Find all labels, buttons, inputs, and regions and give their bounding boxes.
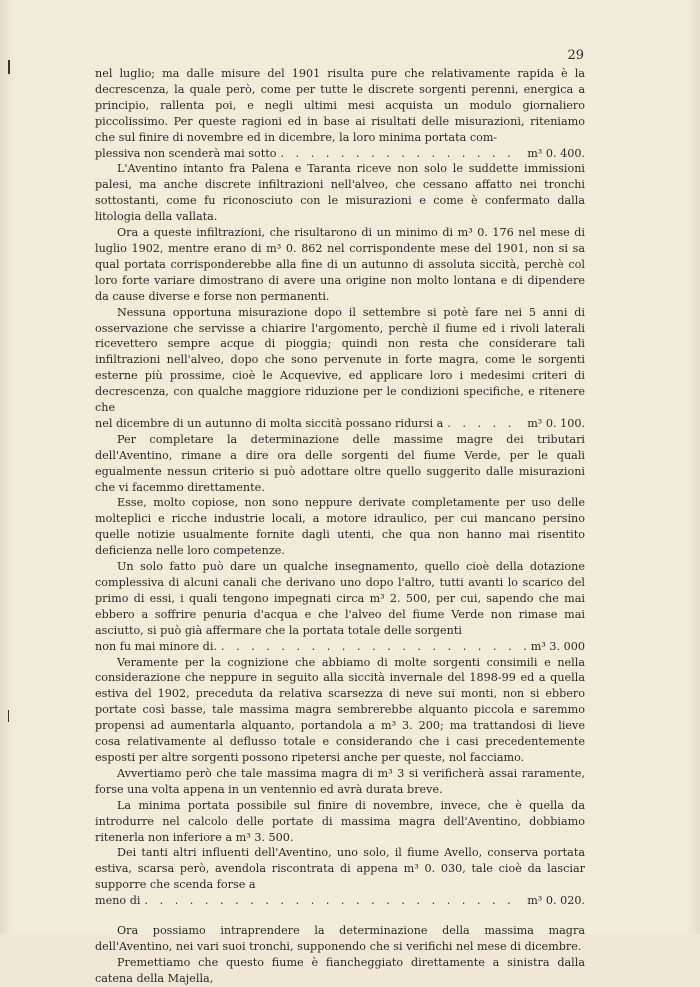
margin-mark bbox=[8, 60, 10, 74]
paragraph bbox=[95, 305, 585, 416]
paragraph: Per completare la determinazione delle massime magre dei tributari dell'Aventino, rimane a dire ora delle sorgenti del fiume Verde, per le quali egualmente nessun criterio si può adottare oltre quello suggerito dalle misurazioni che vi facemmo direttamente. bbox=[95, 432, 585, 494]
paragraph: Esse, molto copiose, non sono neppure derivate completamente per uso delle molteplici e ricche industrie locali, a motore idraulico, per cui mancano persino quelle notizie usualmente fornite dagli utenti, che qua non hanno mai risentito deficienza nelle loro competenze. bbox=[95, 496, 585, 558]
dot-leader bbox=[221, 639, 527, 655]
page-number: 29 bbox=[567, 48, 584, 63]
paragraph: La minima portata possibile sul finire di novembre, invece, che è quella da introdurre nel calcolo delle portate di massima magra dell'Aventino, dobbiamo ritenerla non inferiore a m³ 3. 500. bbox=[95, 798, 585, 844]
body-text bbox=[95, 66, 585, 987]
paragraph bbox=[95, 845, 585, 893]
paragraph: Ora a queste infiltrazioni, che risultarono di un minimo di m³ 0. 176 nel mese di luglio 1902, mentre erano di m³ 0. 862 nel corrispondente mese del 1901, non si sa qual portata corrisponderebbe alla fine di un autunno di assoluta siccità, perchè col loro forte variare dimostrano di avere una origine non molto lontana e di dipendere da cause diverse e forse non permanenti. bbox=[95, 226, 585, 303]
flow-value: m³ 3. 000 bbox=[530, 639, 585, 653]
leader-line bbox=[95, 893, 585, 909]
leader-line bbox=[95, 416, 585, 432]
paragraph: Premettiamo che questo fiume è fiancheggiato direttamente a sinistra dalla catena della Majella, bbox=[95, 955, 585, 985]
paragraph: Veramente per la cognizione che abbiamo di molte sorgenti consimili e nella considerazione che neppure in seguito alla siccità invernale del 1898-99 ed a quella estiva del 1902, preceduta da relativa scarsezza di neve sui monti, non si ebbero portate così basse, tale massima magra sembrerebbe alquanto piccola e saremmo propensi ad aumentarla alquanto, portandola a m³ 3. 200; ma trattandosi di lieve cosa relativamente al deflusso totale e considerando che i casi precedentemente esposti per altre sorgenti possono ripetersi anche per queste, nol facciamo. bbox=[95, 655, 585, 764]
dot-leader bbox=[447, 416, 523, 432]
dot-leader bbox=[144, 893, 523, 909]
paragraph bbox=[95, 559, 585, 639]
flow-value: m³ 0. 400. bbox=[527, 146, 585, 160]
paragraph-text: Nessuna opportuna misurazione dopo il settembre si potè fare nei 5 anni di osservazione che servisse a chiarire l'argomento, perchè il fiume ed i rivoli laterali ricevettero sempre acque di pioggia; quindi non resta che considerare tali infiltrazioni nell'alveo, dopo che sono pervenute in forte magra, come le sorgenti esterne più prossime, cioè le Acquevive, ed applicare loro i medesimi criteri di decrescenza, con qualche maggiore riduzione per le condizioni specifiche, e ritenere che bbox=[95, 305, 585, 415]
dot-leader bbox=[280, 146, 523, 162]
leader-text: plessiva non scenderà mai sotto bbox=[95, 146, 277, 160]
paragraph-text: Dei tanti altri influenti dell'Aventino, uno solo, il fiume Avello, conserva portata estiva, scarsa però, avendola riscontrata di appena m³ 0. 030, tale cioè da lasciar supporre che scenda forse a bbox=[95, 846, 585, 892]
margin-mark bbox=[8, 710, 9, 722]
paragraph: Ora possiamo intraprendere la determinazione della massima magra dell'Aventino, nei vari suoi tronchi, supponendo che si verifichi nel mese di dicembre. bbox=[95, 924, 585, 953]
leader-text: non fu mai minore di. bbox=[95, 639, 217, 653]
leader-text: meno di bbox=[95, 894, 141, 908]
leader-text: nel dicembre di un autunno di molta siccità possano ridursi a bbox=[95, 416, 444, 430]
leader-line bbox=[95, 639, 585, 655]
paragraph: L'Aventino intanto fra Palena e Taranta riceve non solo le suddette immissioni palesi, ma anche discrete infiltrazioni nell'alveo, che cessano affatto nei tronchi sottostanti, come fu riconosciuto con le misurazioni e come è confermato dalla litologia della vallata. bbox=[95, 162, 585, 224]
paragraph-text: Un solo fatto può dare un qualche insegnamento, quello cioè della dotazione complessiva di alcuni canali che derivano uno dopo l'altro, tutti avanti lo scarico del primo di essi, i quali tengono impegnati circa m³ 2. 500, per cui, sapendo che mai ebbero a soffrire penuria d'acqua e che l'alveo del fiume Verde non rimase mai asciutto, si può già affermare che la portata totale delle sorgenti bbox=[95, 560, 585, 637]
paragraph bbox=[95, 66, 585, 146]
flow-value: m³ 0. 100. bbox=[527, 416, 585, 430]
paragraph: Avvertiamo però che tale massima magra di m³ 3 si verificherà assai raramente, forse una volta appena in un ventennio ed avrà durata breve. bbox=[95, 766, 585, 796]
leader-line bbox=[95, 146, 585, 162]
paragraph-text: nel luglio; ma dalle misure del 1901 risulta pure che relativamente rapida è la decrescenza, la quale però, come per tutte le discrete sorgenti perenni, energica a principio, rallenta poi, e negli ultimi mesi acquista un modulo giornaliero piccolissimo. Per queste ragioni ed in base ai risultati delle misurazioni, riteniamo che sul finire di novembre ed in dicembre, la loro minima portata com- bbox=[95, 67, 585, 144]
flow-value: m³ 0. 020. bbox=[527, 894, 585, 908]
